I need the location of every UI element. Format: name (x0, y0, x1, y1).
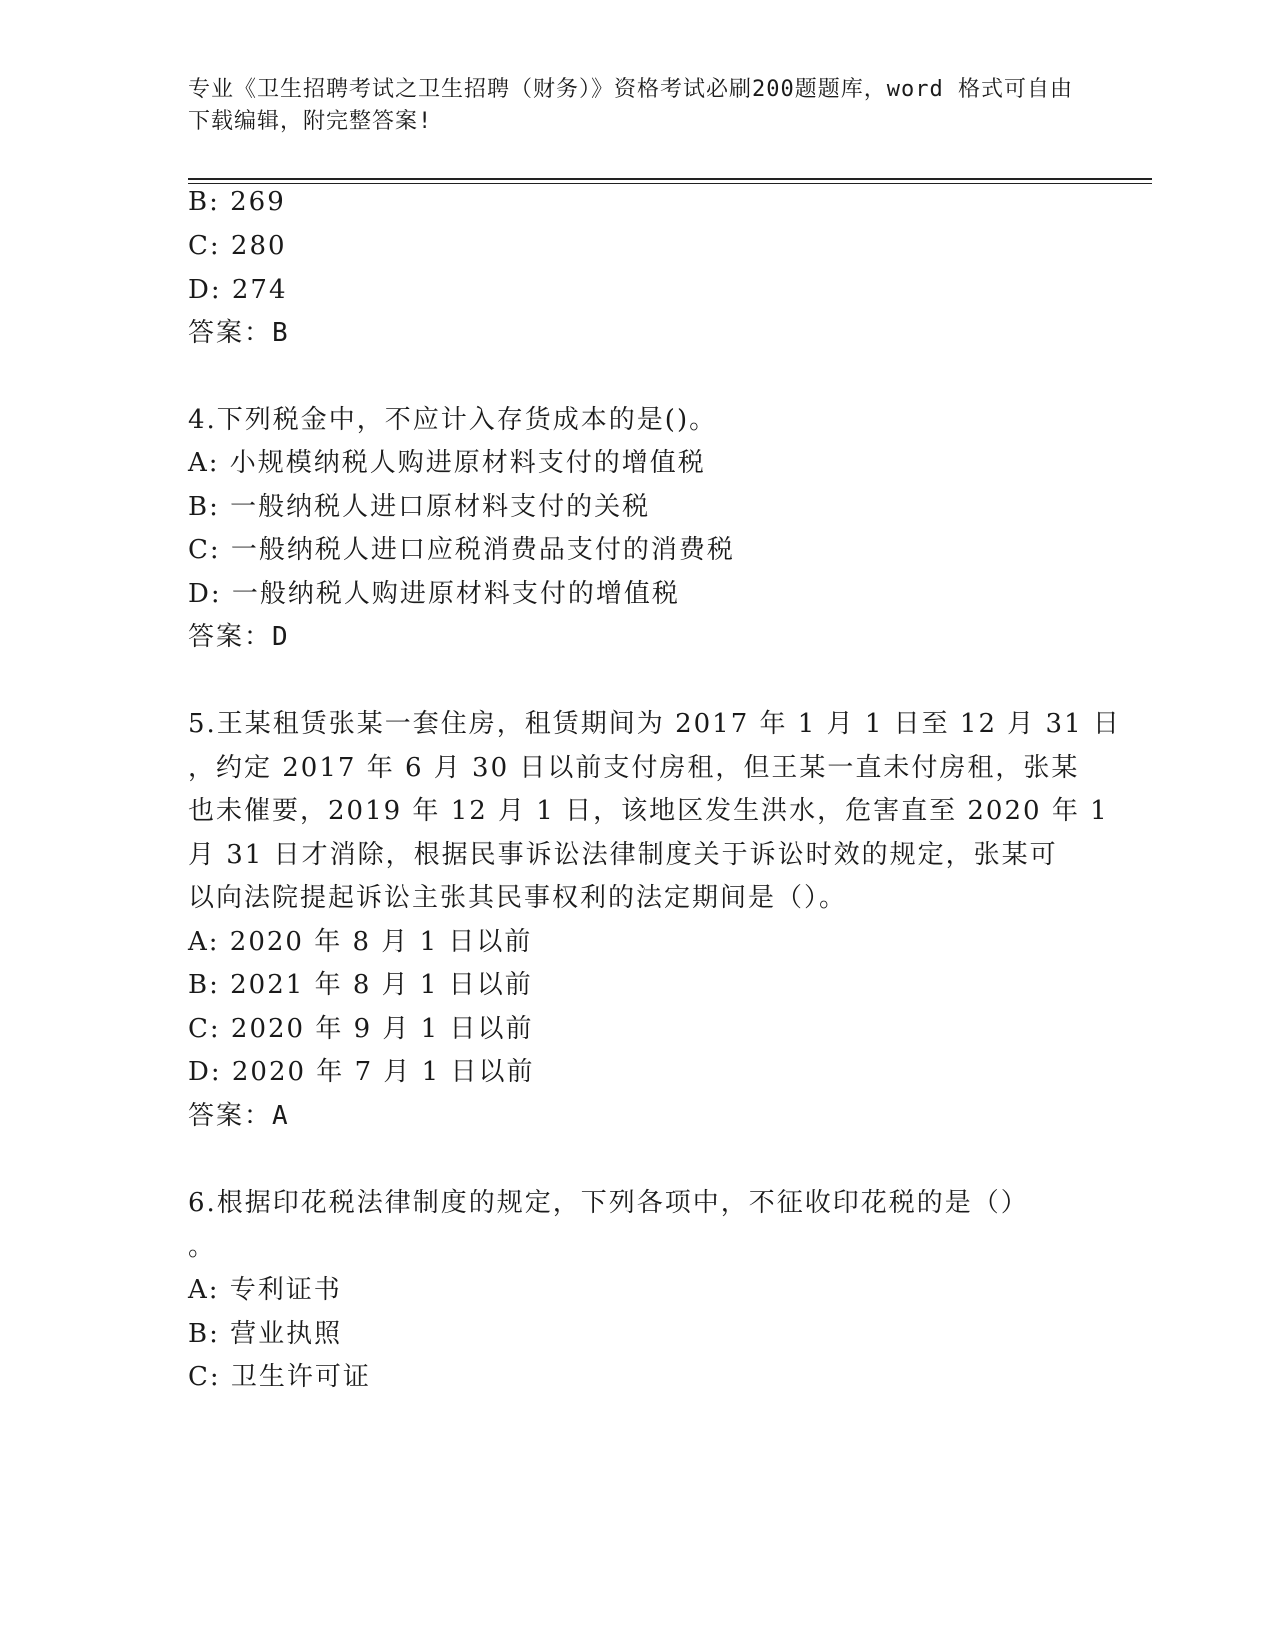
q5-option-b: B: 2021 年 8 月 1 日以前 (188, 970, 533, 1000)
header-rule-thin (188, 183, 1152, 184)
document-header: 专业《卫生招聘考试之卫生招聘（财务）》资格考试必刷200题题库，word 格式可自由下载编辑，附完整答案! (188, 77, 1073, 134)
q6-question-line-1: 6.根据印花税法律制度的规定，下列各项中，不征收印花税的是（） (188, 1188, 1029, 1218)
header-rule-thick (188, 178, 1152, 180)
q5-question-line-2: ，约定 2017 年 6 月 30 日以前支付房租，但王某一直未付房租，张某 (188, 753, 1080, 783)
q4-option-d: D: 一般纳税人购进原材料支付的增值税 (188, 579, 680, 609)
q5-answer: 答案：A (188, 1101, 290, 1131)
q4-option-a: A: 小规模纳税人购进原材料支付的增值税 (188, 448, 706, 478)
q4-answer: 答案：D (188, 622, 290, 652)
q4-question: 4.下列税金中，不应计入存货成本的是()。 (188, 405, 718, 435)
q5-question-line-4: 月 31 日才消除，根据民事诉讼法律制度关于诉讼时效的规定，张某可 (188, 840, 1058, 870)
q6-option-b: B: 营业执照 (188, 1319, 343, 1349)
q3-answer: 答案：B (188, 318, 290, 348)
q5-option-a: A: 2020 年 8 月 1 日以前 (188, 927, 533, 957)
q5-question-line-3: 也未催要，2019 年 12 月 1 日，该地区发生洪水，危害直至 2020 年 1 (188, 796, 1109, 826)
q3-option-c: C: 280 (188, 231, 287, 261)
q6-option-a: A: 专利证书 (188, 1275, 342, 1305)
q5-option-d: D: 2020 年 7 月 1 日以前 (188, 1057, 535, 1087)
q5-option-c: C: 2020 年 9 月 1 日以前 (188, 1014, 534, 1044)
q3-option-d: D: 274 (188, 275, 288, 305)
q3-option-b: B: 269 (188, 187, 286, 217)
q6-question-line-2: 。 (188, 1232, 217, 1262)
q4-option-b: B: 一般纳税人进口原材料支付的关税 (188, 492, 651, 522)
q4-option-c: C: 一般纳税人进口应税消费品支付的消费税 (188, 535, 735, 565)
q6-option-c: C: 卫生许可证 (188, 1362, 371, 1392)
q5-question-line-1: 5.王某租赁张某一套住房，租赁期间为 2017 年 1 月 1 日至 12 月 31 日 (188, 709, 1121, 739)
q5-question-line-5: 以向法院提起诉讼主张其民事权利的法定期间是（）。 (188, 883, 848, 913)
